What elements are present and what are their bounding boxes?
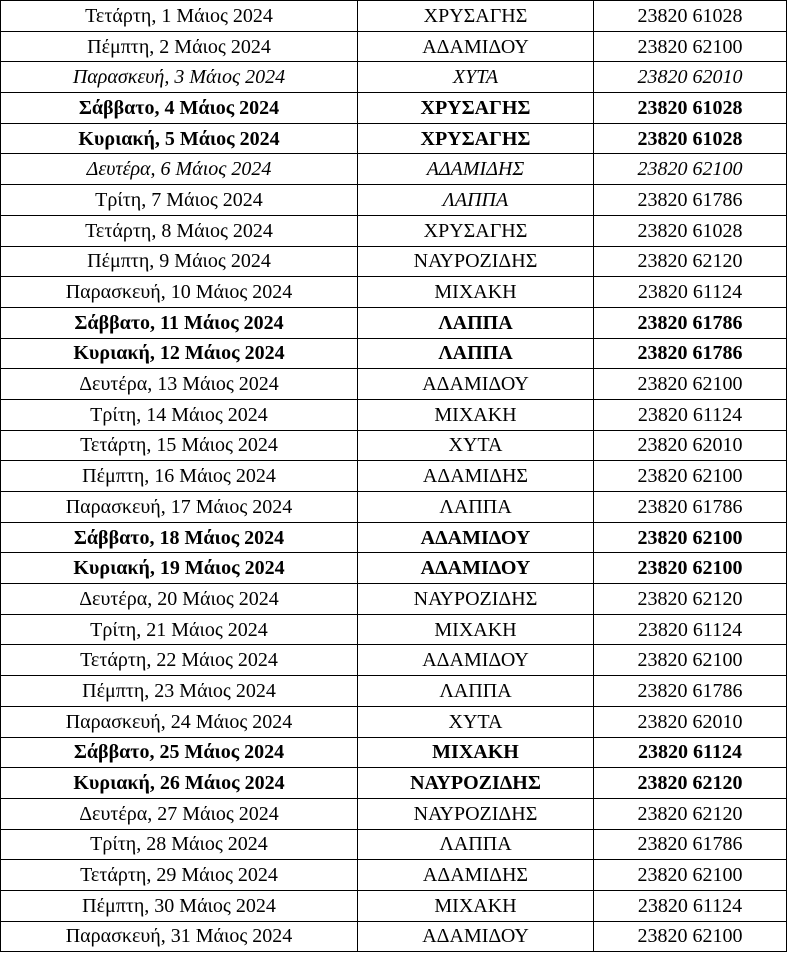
pharmacy-cell: ΑΔΑΜΙΔΟΥ bbox=[358, 369, 594, 400]
date-cell: Κυριακή, 26 Μάιος 2024 bbox=[1, 768, 358, 799]
date-cell: Πέμπτη, 30 Μάιος 2024 bbox=[1, 890, 358, 921]
pharmacy-cell: ΝΑΥΡΟΖΙΔΗΣ bbox=[358, 768, 594, 799]
pharmacy-cell: ΧΡΥΣΑΓΗΣ bbox=[358, 1, 594, 32]
phone-cell: 23820 62100 bbox=[594, 154, 787, 185]
pharmacy-cell: ΑΔΑΜΙΔΟΥ bbox=[358, 31, 594, 62]
date-cell: Παρασκευή, 31 Μάιος 2024 bbox=[1, 921, 358, 952]
date-cell: Κυριακή, 19 Μάιος 2024 bbox=[1, 553, 358, 584]
phone-cell: 23820 62100 bbox=[594, 921, 787, 952]
schedule-row bbox=[1, 522, 787, 553]
date-cell: Παρασκευή, 3 Μάιος 2024 bbox=[1, 62, 358, 93]
date-cell: Δευτέρα, 20 Μάιος 2024 bbox=[1, 584, 358, 615]
phone-cell: 23820 62120 bbox=[594, 246, 787, 277]
schedule-row bbox=[1, 123, 787, 154]
date-cell: Τετάρτη, 22 Μάιος 2024 bbox=[1, 645, 358, 676]
phone-cell: 23820 62100 bbox=[594, 461, 787, 492]
schedule-row bbox=[1, 430, 787, 461]
date-cell: Κυριακή, 12 Μάιος 2024 bbox=[1, 338, 358, 369]
date-cell: Κυριακή, 5 Μάιος 2024 bbox=[1, 123, 358, 154]
pharmacy-cell: ΝΑΥΡΟΖΙΔΗΣ bbox=[358, 798, 594, 829]
schedule-row bbox=[1, 1, 787, 32]
pharmacy-cell: ΛΑΠΠΑ bbox=[358, 338, 594, 369]
schedule-row bbox=[1, 31, 787, 62]
schedule-row bbox=[1, 338, 787, 369]
date-cell: Παρασκευή, 24 Μάιος 2024 bbox=[1, 706, 358, 737]
pharmacy-cell: ΑΔΑΜΙΔΟΥ bbox=[358, 921, 594, 952]
phone-cell: 23820 61124 bbox=[594, 737, 787, 768]
pharmacy-cell: ΜΙΧΑΚΗ bbox=[358, 890, 594, 921]
schedule-row bbox=[1, 369, 787, 400]
phone-cell: 23820 62100 bbox=[594, 553, 787, 584]
date-cell: Δευτέρα, 6 Μάιος 2024 bbox=[1, 154, 358, 185]
schedule-row bbox=[1, 277, 787, 308]
phone-cell: 23820 62100 bbox=[594, 860, 787, 891]
pharmacy-cell: ΜΙΧΑΚΗ bbox=[358, 277, 594, 308]
phone-cell: 23820 62120 bbox=[594, 768, 787, 799]
pharmacy-cell: ΑΔΑΜΙΔΟΥ bbox=[358, 522, 594, 553]
pharmacy-cell: ΛΑΠΠΑ bbox=[358, 829, 594, 860]
date-cell: Σάββατο, 25 Μάιος 2024 bbox=[1, 737, 358, 768]
phone-cell: 23820 61124 bbox=[594, 277, 787, 308]
date-cell: Τρίτη, 14 Μάιος 2024 bbox=[1, 399, 358, 430]
date-cell: Πέμπτη, 16 Μάιος 2024 bbox=[1, 461, 358, 492]
pharmacy-cell: ΛΑΠΠΑ bbox=[358, 185, 594, 216]
phone-cell: 23820 62120 bbox=[594, 798, 787, 829]
schedule-row bbox=[1, 246, 787, 277]
phone-cell: 23820 61028 bbox=[594, 1, 787, 32]
date-cell: Τρίτη, 21 Μάιος 2024 bbox=[1, 614, 358, 645]
pharmacy-cell: ΛΑΠΠΑ bbox=[358, 307, 594, 338]
schedule-row bbox=[1, 860, 787, 891]
date-cell: Σάββατο, 11 Μάιος 2024 bbox=[1, 307, 358, 338]
pharmacy-cell: ΧΡΥΣΑΓΗΣ bbox=[358, 215, 594, 246]
phone-cell: 23820 62100 bbox=[594, 645, 787, 676]
pharmacy-cell: ΧΥΤΑ bbox=[358, 430, 594, 461]
schedule-row bbox=[1, 307, 787, 338]
schedule-row bbox=[1, 798, 787, 829]
date-cell: Τετάρτη, 29 Μάιος 2024 bbox=[1, 860, 358, 891]
phone-cell: 23820 61786 bbox=[594, 676, 787, 707]
date-cell: Πέμπτη, 9 Μάιος 2024 bbox=[1, 246, 358, 277]
schedule-row bbox=[1, 768, 787, 799]
pharmacy-cell: ΑΔΑΜΙΔΗΣ bbox=[358, 154, 594, 185]
pharmacy-cell: ΛΑΠΠΑ bbox=[358, 492, 594, 523]
pharmacy-cell: ΝΑΥΡΟΖΙΔΗΣ bbox=[358, 584, 594, 615]
date-cell: Τετάρτη, 1 Μάιος 2024 bbox=[1, 1, 358, 32]
schedule-row bbox=[1, 62, 787, 93]
date-cell: Πέμπτη, 2 Μάιος 2024 bbox=[1, 31, 358, 62]
phone-cell: 23820 61124 bbox=[594, 399, 787, 430]
schedule-row bbox=[1, 921, 787, 952]
date-cell: Σάββατο, 4 Μάιος 2024 bbox=[1, 93, 358, 124]
phone-cell: 23820 61786 bbox=[594, 338, 787, 369]
date-cell: Τρίτη, 7 Μάιος 2024 bbox=[1, 185, 358, 216]
schedule-row bbox=[1, 584, 787, 615]
schedule-row bbox=[1, 737, 787, 768]
schedule-row bbox=[1, 829, 787, 860]
schedule-row bbox=[1, 553, 787, 584]
phone-cell: 23820 61028 bbox=[594, 215, 787, 246]
phone-cell: 23820 61124 bbox=[594, 890, 787, 921]
date-cell: Τρίτη, 28 Μάιος 2024 bbox=[1, 829, 358, 860]
phone-cell: 23820 61028 bbox=[594, 123, 787, 154]
pharmacy-cell: ΧΡΥΣΑΓΗΣ bbox=[358, 93, 594, 124]
pharmacy-cell: ΑΔΑΜΙΔΗΣ bbox=[358, 860, 594, 891]
date-cell: Τετάρτη, 8 Μάιος 2024 bbox=[1, 215, 358, 246]
schedule-row bbox=[1, 676, 787, 707]
schedule-row bbox=[1, 706, 787, 737]
schedule-body bbox=[1, 1, 787, 952]
pharmacy-cell: ΝΑΥΡΟΖΙΔΗΣ bbox=[358, 246, 594, 277]
phone-cell: 23820 62100 bbox=[594, 369, 787, 400]
schedule-row bbox=[1, 645, 787, 676]
schedule-row bbox=[1, 492, 787, 523]
phone-cell: 23820 61786 bbox=[594, 492, 787, 523]
schedule-row bbox=[1, 154, 787, 185]
date-cell: Δευτέρα, 13 Μάιος 2024 bbox=[1, 369, 358, 400]
pharmacy-cell: ΑΔΑΜΙΔΟΥ bbox=[358, 553, 594, 584]
pharmacy-cell: ΛΑΠΠΑ bbox=[358, 676, 594, 707]
schedule-row bbox=[1, 215, 787, 246]
pharmacy-cell: ΑΔΑΜΙΔΟΥ bbox=[358, 645, 594, 676]
schedule-row bbox=[1, 890, 787, 921]
schedule-row bbox=[1, 614, 787, 645]
schedule-row bbox=[1, 399, 787, 430]
pharmacy-cell: ΜΙΧΑΚΗ bbox=[358, 614, 594, 645]
phone-cell: 23820 62010 bbox=[594, 430, 787, 461]
pharmacy-cell: ΧΥΤΑ bbox=[358, 62, 594, 93]
date-cell: Δευτέρα, 27 Μάιος 2024 bbox=[1, 798, 358, 829]
phone-cell: 23820 62100 bbox=[594, 522, 787, 553]
phone-cell: 23820 61786 bbox=[594, 829, 787, 860]
date-cell: Σάββατο, 18 Μάιος 2024 bbox=[1, 522, 358, 553]
date-cell: Παρασκευή, 10 Μάιος 2024 bbox=[1, 277, 358, 308]
phone-cell: 23820 61786 bbox=[594, 185, 787, 216]
phone-cell: 23820 61028 bbox=[594, 93, 787, 124]
phone-cell: 23820 62100 bbox=[594, 31, 787, 62]
phone-cell: 23820 62120 bbox=[594, 584, 787, 615]
date-cell: Πέμπτη, 23 Μάιος 2024 bbox=[1, 676, 358, 707]
schedule-row bbox=[1, 93, 787, 124]
phone-cell: 23820 61124 bbox=[594, 614, 787, 645]
pharmacy-cell: ΑΔΑΜΙΔΗΣ bbox=[358, 461, 594, 492]
phone-cell: 23820 62010 bbox=[594, 706, 787, 737]
schedule-row bbox=[1, 461, 787, 492]
pharmacy-cell: ΧΡΥΣΑΓΗΣ bbox=[358, 123, 594, 154]
date-cell: Τετάρτη, 15 Μάιος 2024 bbox=[1, 430, 358, 461]
pharmacy-cell: ΜΙΧΑΚΗ bbox=[358, 737, 594, 768]
phone-cell: 23820 62010 bbox=[594, 62, 787, 93]
pharmacy-cell: ΧΥΤΑ bbox=[358, 706, 594, 737]
schedule-row bbox=[1, 185, 787, 216]
pharmacy-cell: ΜΙΧΑΚΗ bbox=[358, 399, 594, 430]
phone-cell: 23820 61786 bbox=[594, 307, 787, 338]
date-cell: Παρασκευή, 17 Μάιος 2024 bbox=[1, 492, 358, 523]
